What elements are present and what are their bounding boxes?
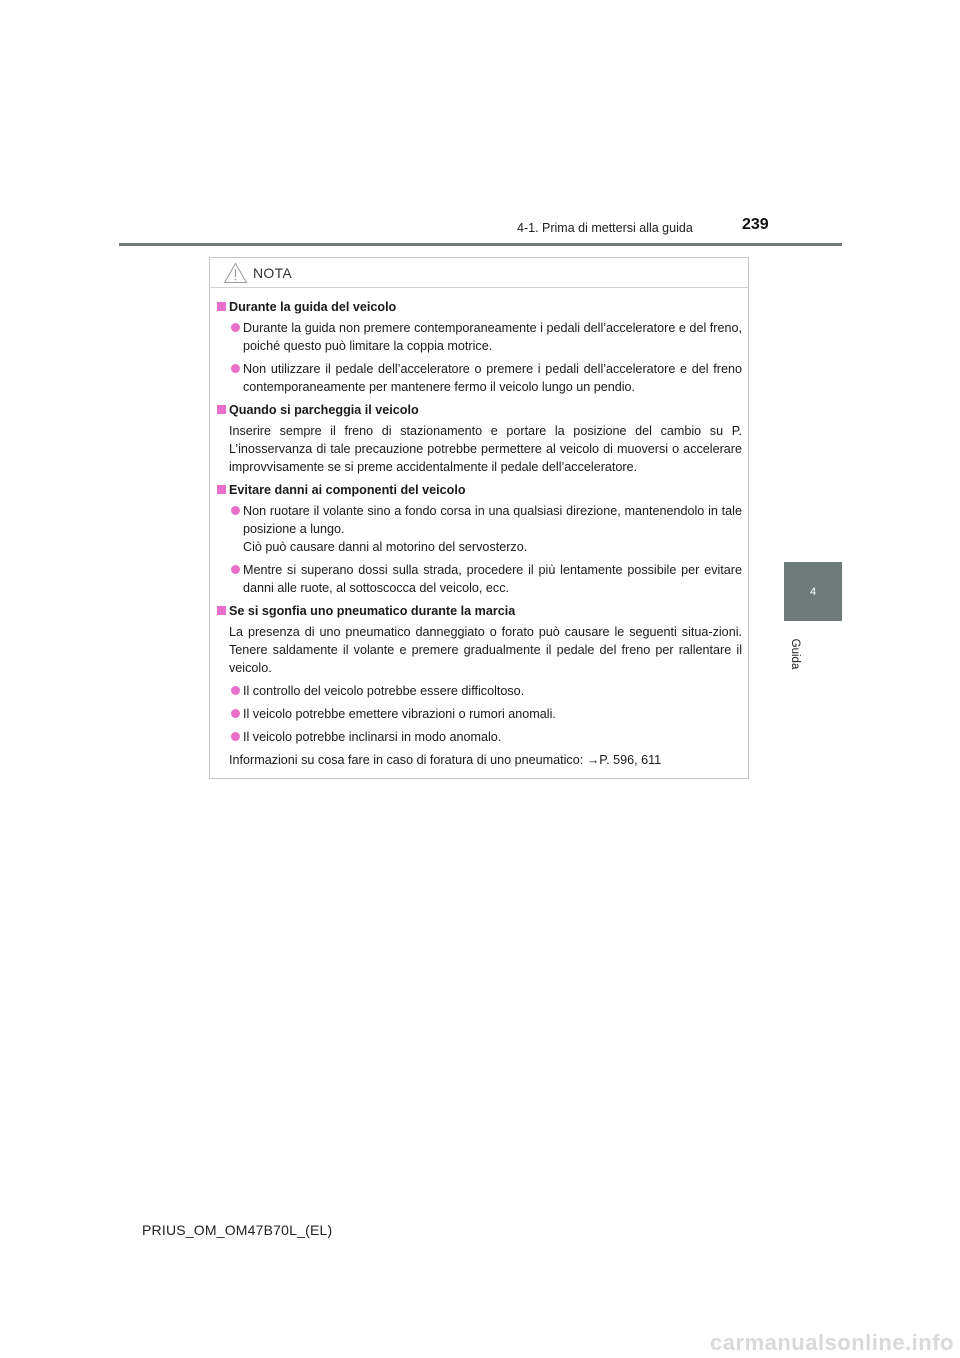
bullet-text: Non ruotare il volante sino a fondo corsa in una qualsiasi direzione, mantenendolo in tale posizione a lungo. Ciò può causare danni al motorino del servosterzo. [243, 504, 742, 554]
chapter-tab[interactable] [784, 562, 842, 621]
nota-title: NOTA [253, 264, 293, 281]
nota-section [216, 602, 742, 769]
section-heading [216, 481, 742, 499]
bullet-item [216, 502, 742, 556]
paragraph: Informazioni su cosa fare in caso di foratura di uno pneumatico: →P. 596, 611 [229, 753, 662, 767]
circle-bullet-icon [231, 732, 240, 741]
bullet-text: Il veicolo potrebbe inclinarsi in modo anomalo. [243, 730, 502, 744]
nota-section [216, 298, 742, 396]
bullet-item [216, 360, 742, 396]
section-heading [216, 401, 742, 419]
nota-box [209, 257, 749, 779]
chapter-tab-number: 4 [809, 585, 817, 598]
header-section-title: 4-1. Prima di mettersi alla guida [517, 221, 693, 235]
section-heading-text: Evitare danni ai componenti del veicolo [229, 483, 466, 497]
bullet-item [216, 682, 742, 700]
bullet-text: Mentre si superano dossi sulla strada, procedere il più lentamente possibile per evitare danni alle ruote, al sottoscocca del veicolo, ecc. [243, 563, 742, 595]
bullet-text: Non utilizzare il pedale dell’acceleratore o premere i pedali dell’acceleratore e del freno contemporaneamente per mantenere fermo il veicolo lungo un pendio. [243, 362, 742, 394]
nota-content [210, 288, 748, 769]
circle-bullet-icon [231, 709, 240, 718]
chapter-tab-label: Guida [789, 638, 801, 670]
bullet-text: Durante la guida non premere contemporaneamente i pedali dell’acceleratore e del freno, poiché questo può limitare la coppia motrice. [243, 321, 742, 353]
circle-bullet-icon [231, 565, 240, 574]
bullet-item [216, 728, 742, 746]
circle-bullet-icon [231, 506, 240, 515]
page-number: 239 [742, 216, 769, 233]
bullet-item [216, 319, 742, 355]
section-heading-text: Durante la guida del veicolo [229, 300, 397, 314]
section-heading-text: Quando si parcheggia il veicolo [229, 403, 419, 417]
paragraph: La presenza di uno pneumatico danneggiato o forato può causare le seguenti situa-zioni. Tenere saldamente il volante e premere gradualmente il pedale del freno per rallentare il veicolo. [229, 625, 742, 675]
circle-bullet-icon [231, 686, 240, 695]
bullet-item [216, 705, 742, 723]
paragraph: Inserire sempre il freno di stazionamento e portare la posizione del cambio su P. L’inosservanza di tale precauzione potrebbe permettere al veicolo di muoversi o accelerare improvvisamente se si preme accidentalmente il pedale dell’acceleratore. [229, 424, 742, 474]
nota-header [210, 258, 748, 288]
bullet-text: Il veicolo potrebbe emettere vibrazioni o rumori anomali. [243, 707, 556, 721]
nota-section [216, 401, 742, 476]
footer-document-code: PRIUS_OM_OM47B70L_(EL) [142, 1222, 333, 1238]
circle-bullet-icon [231, 323, 240, 332]
bullet-text: Il controllo del veicolo potrebbe essere difficoltoso. [243, 684, 525, 698]
circle-bullet-icon [231, 364, 240, 373]
square-bullet-icon [217, 606, 226, 615]
warning-triangle-icon [223, 262, 248, 284]
section-heading [216, 602, 742, 620]
square-bullet-icon [217, 405, 226, 414]
section-heading [216, 298, 742, 316]
square-bullet-icon [217, 485, 226, 494]
bullet-item [216, 561, 742, 597]
nota-section [216, 481, 742, 597]
section-heading-text: Se si sgonfia uno pneumatico durante la marcia [229, 604, 516, 618]
square-bullet-icon [217, 302, 226, 311]
header-rule [119, 243, 842, 246]
watermark-text: carmanualsonline.info [710, 1330, 954, 1355]
